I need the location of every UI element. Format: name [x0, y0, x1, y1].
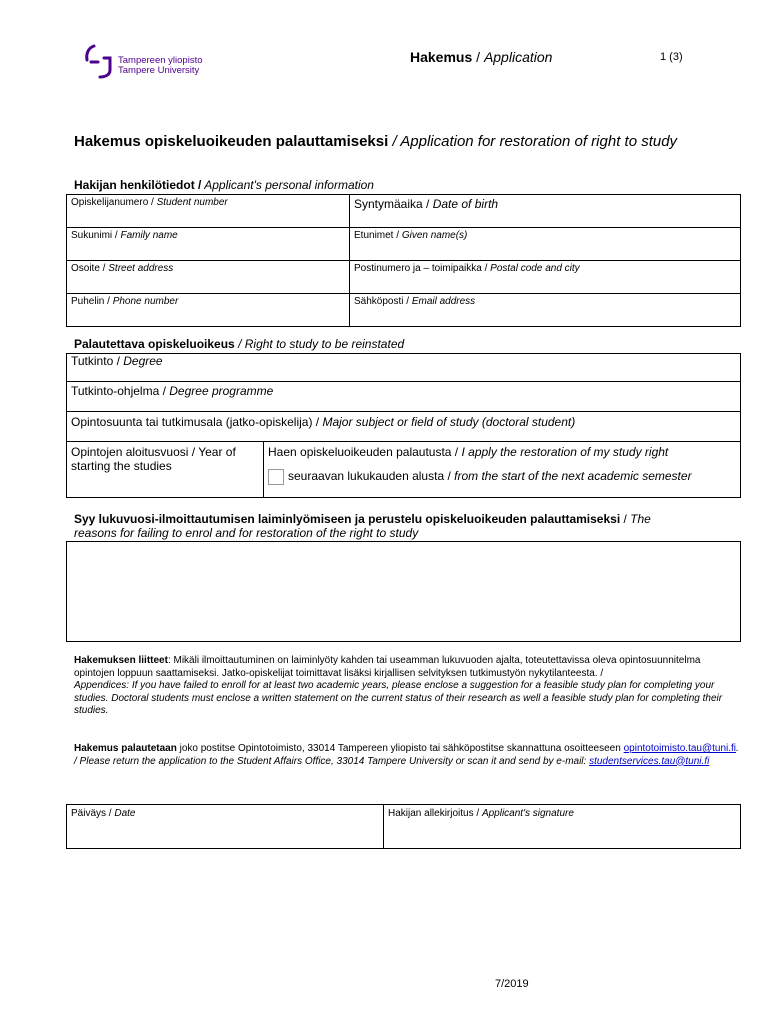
right-to-study-table [66, 353, 741, 498]
page-number: 1 (3) [660, 51, 683, 63]
page-title: Hakemus opiskeluoikeuden palauttamiseksi / Application for restoration of right to study [74, 133, 678, 150]
degree-field[interactable]: Tutkinto / Degree [67, 354, 741, 382]
logo-mark-icon [82, 42, 118, 82]
logo-line-1: Tampereen yliopisto [118, 55, 203, 66]
restoration-apply-cell: Haen opiskeluoikeuden palautusta / I apply the restoration of my study right seuraavan lukukauden alusta / from the start of the next academic semester [264, 442, 741, 498]
phone-field[interactable]: Puhelin / Phone number [67, 294, 350, 327]
email-field[interactable]: Sähköposti / Email address [350, 294, 741, 327]
email-link-en[interactable]: studentservices.tau@tuni.fi [589, 755, 710, 767]
form-version: 7/2019 [495, 978, 529, 990]
reasons-textarea[interactable] [66, 541, 741, 642]
degree-programme-field[interactable]: Tutkinto-ohjelma / Degree programme [67, 382, 741, 412]
signature-table [66, 804, 741, 849]
start-year-field[interactable]: Opintojen aloitusvuosi / Year of starting the studies [67, 442, 264, 498]
university-logo [82, 42, 222, 84]
right-to-study-heading: Palautettava opiskeluoikeus / Right to study to be reinstated [74, 337, 405, 351]
header-title: Hakemus / Application [410, 49, 553, 65]
return-instructions: Hakemus palautetaan joko postitse Opintotoimisto, 33014 Tampereen yliopisto tai sähköpostitse skannattuna osoitteeseen opintotoimisto.tau@tuni.fi. / Please return the application to the Student Affairs Office, 33014 Tampere University or scan it and send by e-mail: studentservices.tau@tuni.fi [74, 743, 739, 767]
student-number-field[interactable]: Opiskelijanumero / Student number [67, 195, 350, 228]
date-field[interactable]: Päiväys / Date [67, 805, 384, 849]
family-name-field[interactable]: Sukunimi / Family name [67, 228, 350, 261]
personal-info-table [66, 194, 741, 327]
logo-line-2: Tampere University [118, 65, 200, 76]
street-address-field[interactable]: Osoite / Street address [67, 261, 350, 294]
postal-code-field[interactable]: Postinumero ja – toimipaikka / Postal code and city [350, 261, 741, 294]
attachments-note: Hakemuksen liitteet: Mikäli ilmoittautuminen on laiminlyöty kahden tai useamman lukuvuoden ajalta, toteutettavissa oleva opintosuunnitelma opintojen loppuun saattamiseksi. Jatko-opiskelijat toimittavat lisäksi kirjallisen selvityksen tutkimustyön nykytilanteesta. / Appendices: If you have failed to enroll for at least two academic years, please enclose a suggestion for a feasible study plan for completing your studies. Doctoral students must enclose a written statement on the current status of their research as well a feasible study plan for completing their studies. [74, 655, 723, 716]
date-of-birth-field[interactable]: Syntymäaika / Date of birth [350, 195, 741, 228]
personal-info-heading: Hakijan henkilötiedot / Applicant's personal information [74, 178, 374, 192]
given-names-field[interactable]: Etunimet / Given name(s) [350, 228, 741, 261]
email-link-fi[interactable]: opintotoimisto.tau@tuni.fi [623, 743, 737, 754]
reasons-heading: Syy lukuvuosi-ilmoittautumisen laiminlyömiseen ja perustelu opiskeluoikeuden palauttamiseksi / The reasons for failing to enrol and for restoration of the right to study [74, 512, 651, 540]
signature-field[interactable]: Hakijan allekirjoitus / Applicant's signature [384, 805, 741, 849]
major-field[interactable]: Opintosuunta tai tutkimusala (jatko-opiskelija) / Major subject or field of study (doctoral student) [67, 412, 741, 442]
next-semester-checkbox[interactable] [268, 469, 284, 485]
next-semester-label: seuraavan lukukauden alusta / from the start of the next academic semester [288, 469, 692, 484]
